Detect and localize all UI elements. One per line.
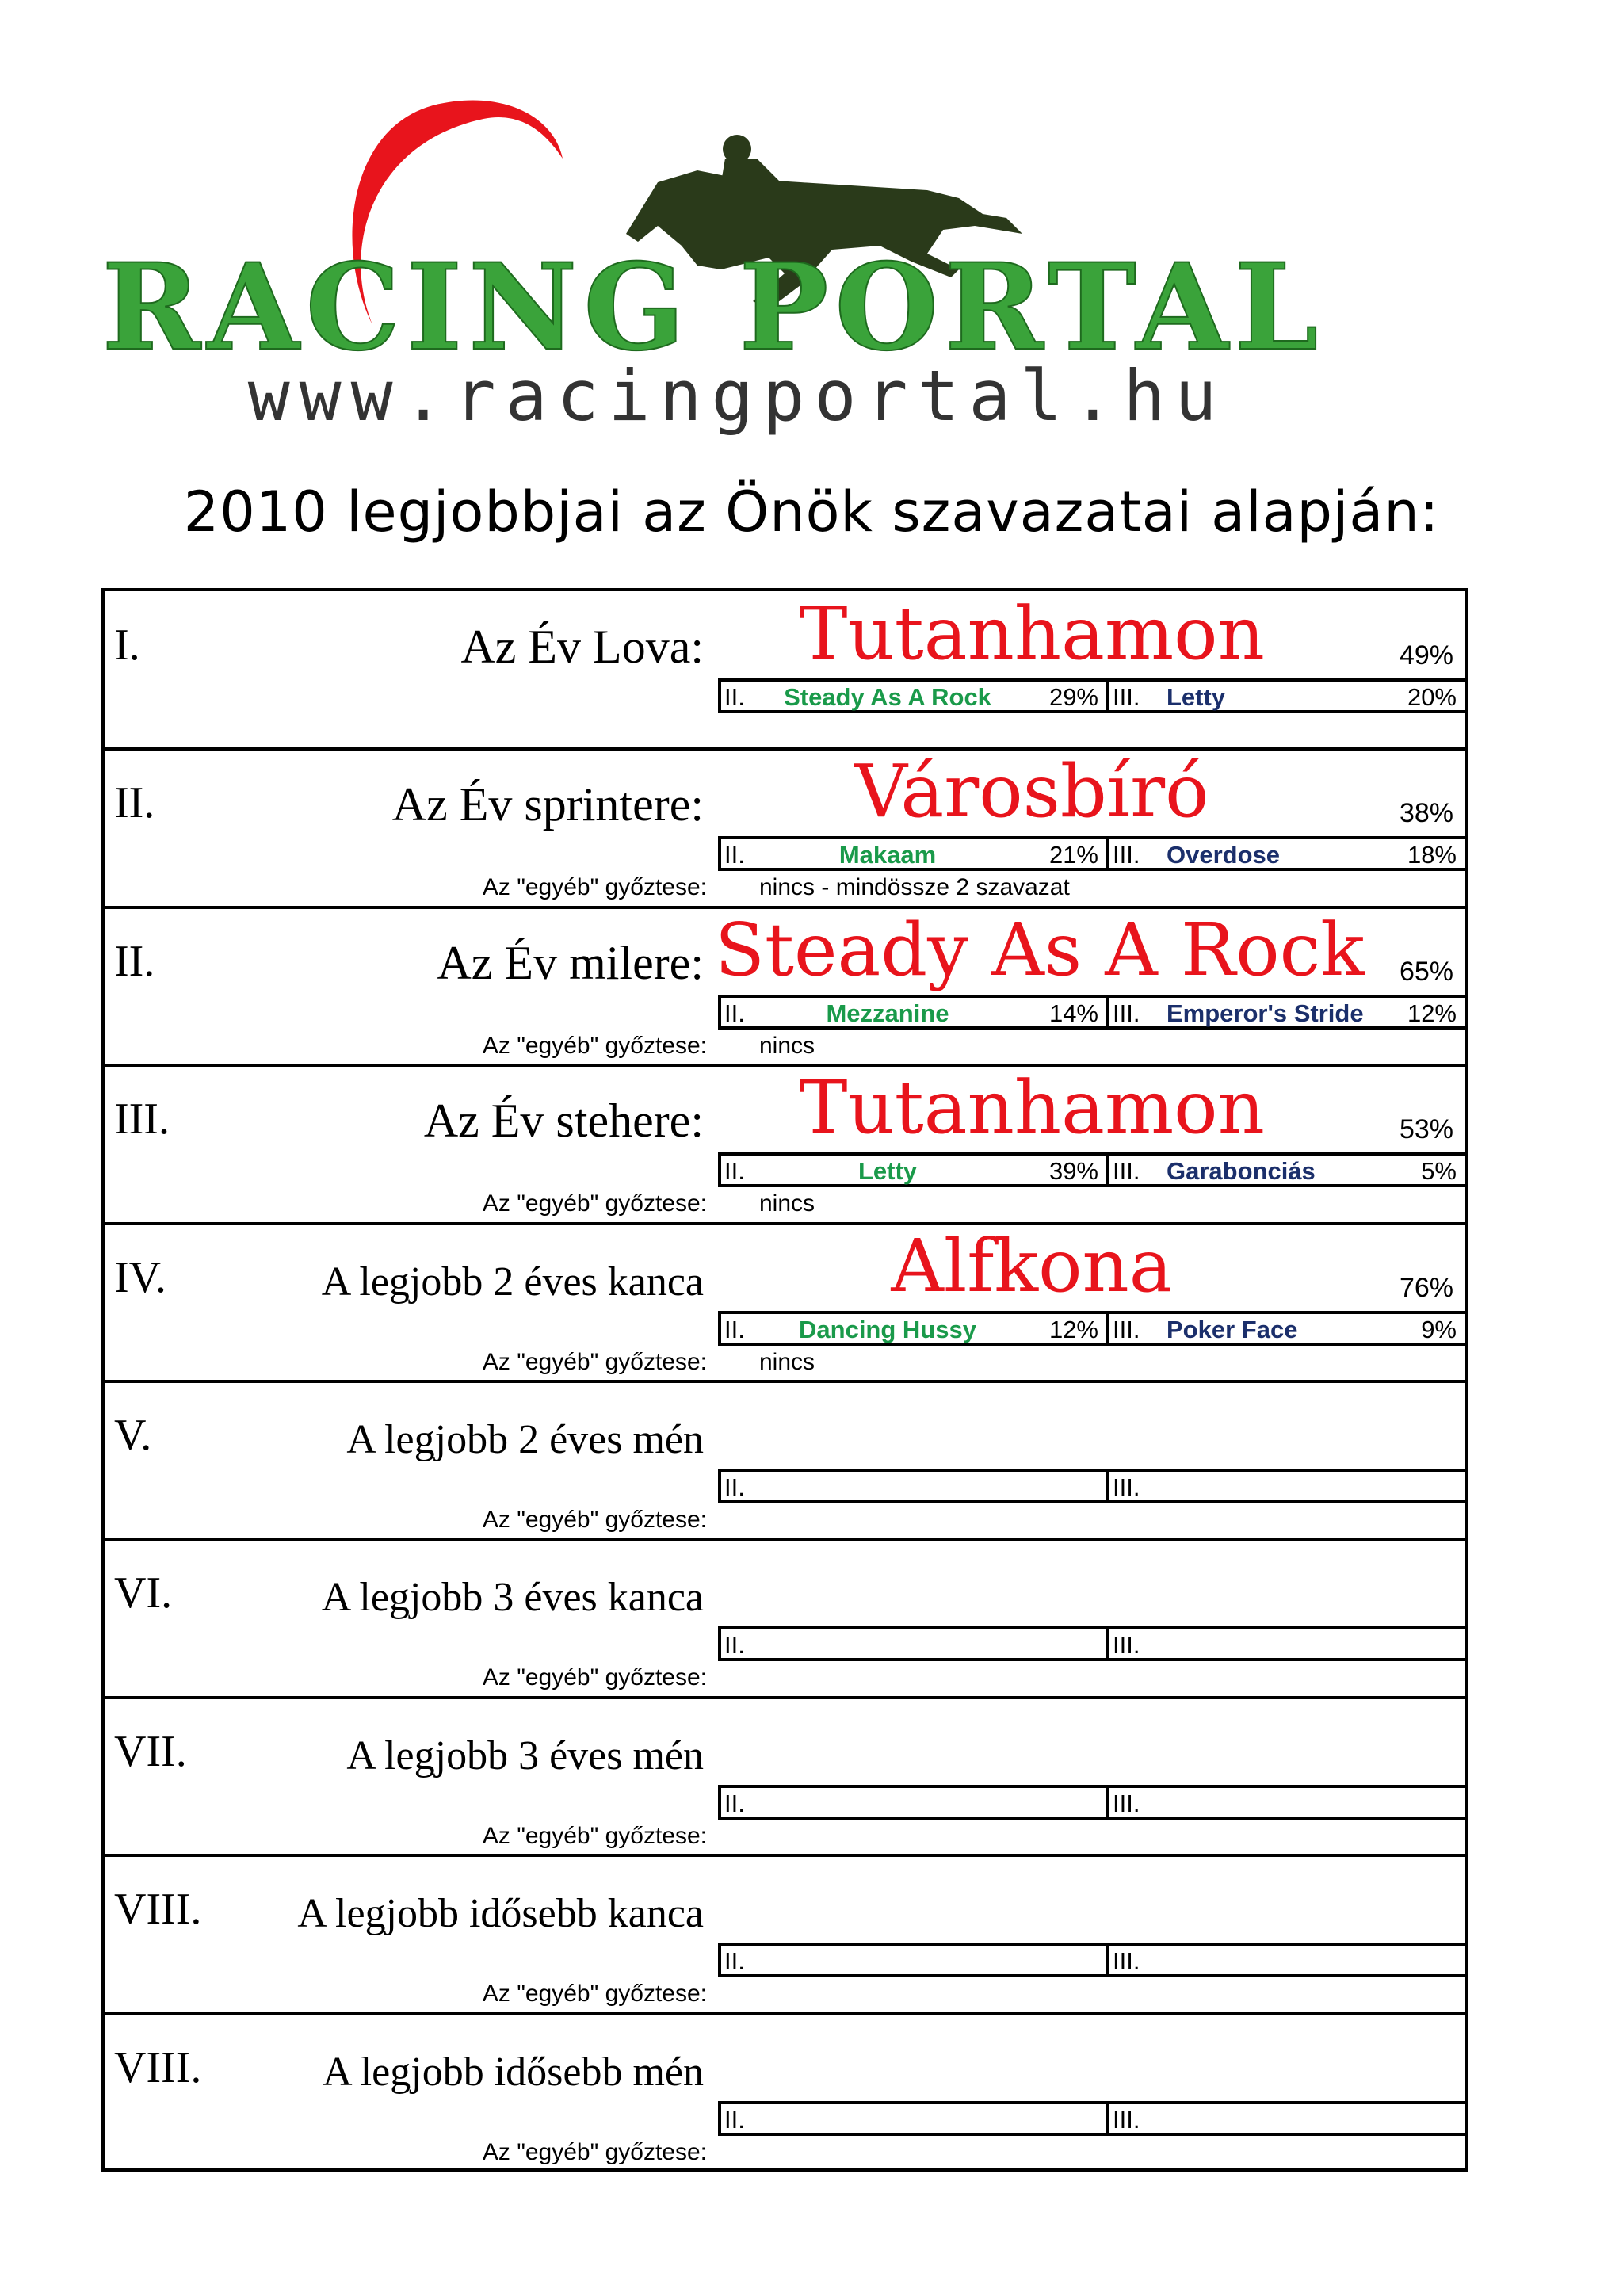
award-section — [105, 749, 1465, 907]
second-place-name: Makaam — [838, 841, 937, 869]
second-place-name: Steady As A Rock — [784, 683, 991, 711]
second-rank-label: II. — [724, 999, 745, 1027]
second-rank-label: II. — [724, 841, 745, 869]
second-rank-label: II. — [724, 1315, 745, 1343]
award-number: V. — [114, 1411, 152, 1460]
award-section — [105, 1698, 1465, 1856]
third-place-cell — [1109, 1788, 1465, 1817]
third-place-percentage: 5% — [1421, 1157, 1457, 1186]
award-category: A legjobb idősebb kanca — [297, 1891, 704, 1937]
second-place-percentage: 21% — [1048, 841, 1098, 869]
second-rank-label: II. — [724, 1947, 745, 1976]
other-winner-value: nincs — [759, 1032, 815, 1059]
award-category: A legjobb 2 éves mén — [346, 1417, 704, 1462]
award-number: VIII. — [114, 1885, 202, 1935]
second-rank-label: II. — [724, 683, 745, 711]
third-place-cell — [1109, 1472, 1465, 1500]
award-section — [105, 1224, 1465, 1382]
second-place-percentage: 14% — [1048, 999, 1098, 1027]
third-rank-label: III. — [1113, 1473, 1140, 1501]
third-rank-label: III. — [1113, 841, 1140, 869]
third-place-cell — [1109, 1156, 1465, 1184]
award-category: A legjobb idősebb mén — [323, 2049, 704, 2095]
winner-name: Városbíró — [854, 749, 1209, 835]
racing-portal-logo — [101, 87, 1325, 452]
award-section — [105, 591, 1465, 750]
section-divider — [105, 1854, 1465, 1857]
third-rank-label: III. — [1113, 1157, 1140, 1186]
award-category: Az Év Lova: — [460, 621, 704, 673]
second-place-percentage: 12% — [1048, 1315, 1098, 1343]
second-place-cell — [721, 1788, 1109, 1817]
third-place-name: Letty — [1167, 683, 1226, 711]
award-category: A legjobb 3 éves kanca — [321, 1575, 704, 1621]
other-winner-label: Az "egyéb" győztese: — [482, 874, 707, 901]
other-winner-value: nincs — [759, 1190, 815, 1217]
other-winner-value: nincs - mindössze 2 szavazat — [759, 874, 1070, 901]
third-place-cell — [1109, 1314, 1465, 1343]
section-divider — [105, 1380, 1465, 1383]
second-place-cell — [721, 1314, 1109, 1343]
logo-brand-text: RACING PORTAL — [101, 238, 1325, 377]
runner-up-row — [718, 1943, 1465, 1977]
third-place-name: Overdose — [1167, 841, 1281, 869]
runner-up-row — [718, 995, 1465, 1030]
third-rank-label: III. — [1113, 2105, 1140, 2134]
second-place-cell — [721, 1629, 1109, 1658]
runner-up-row — [718, 1626, 1465, 1661]
award-section — [105, 907, 1465, 1066]
third-place-name: Emperor's Stride — [1167, 999, 1364, 1027]
second-place-cell — [721, 839, 1109, 868]
section-divider — [105, 1696, 1465, 1699]
second-place-percentage: 39% — [1048, 1157, 1098, 1186]
other-winner-label: Az "egyéb" győztese: — [482, 1822, 707, 1849]
other-winner-label: Az "egyéb" győztese: — [482, 1348, 707, 1375]
winner-percentage: 38% — [1399, 798, 1453, 829]
third-place-cell — [1109, 1629, 1465, 1658]
winner-name: Tutanhamon — [799, 591, 1265, 676]
runner-up-row — [718, 1785, 1465, 1820]
award-number: I. — [114, 621, 140, 670]
second-rank-label: II. — [724, 1157, 745, 1186]
second-place-cell — [721, 998, 1109, 1026]
runner-up-row — [718, 2101, 1465, 2136]
winner-name: Tutanhamon — [799, 1065, 1265, 1151]
third-place-percentage: 9% — [1421, 1315, 1457, 1343]
second-place-name: Mezzanine — [826, 999, 949, 1027]
award-number: VII. — [114, 1726, 187, 1776]
second-rank-label: II. — [724, 1473, 745, 1501]
third-place-name: Garabonciás — [1167, 1157, 1316, 1186]
second-place-cell — [721, 2104, 1109, 2133]
winner-percentage: 53% — [1399, 1114, 1453, 1145]
award-category: Az Év stehere: — [423, 1095, 704, 1148]
award-category: A legjobb 2 éves kanca — [321, 1259, 704, 1305]
winner-name: Alfkona — [891, 1223, 1173, 1308]
third-place-cell — [1109, 1946, 1465, 1974]
winner-percentage: 76% — [1399, 1272, 1453, 1303]
logo-url-text: www.racingportal.hu — [247, 355, 1227, 437]
results-table — [101, 588, 1468, 2172]
other-winner-label: Az "egyéb" győztese: — [482, 2138, 707, 2165]
runner-up-row — [718, 1152, 1465, 1187]
second-rank-label: II. — [724, 1789, 745, 1817]
award-section — [105, 1381, 1465, 1540]
horse-jockey-icon — [101, 87, 1325, 452]
other-winner-label: Az "egyéb" győztese: — [482, 1032, 707, 1059]
third-place-cell — [1109, 682, 1465, 710]
other-winner-label: Az "egyéb" győztese: — [482, 1664, 707, 1691]
third-rank-label: III. — [1113, 1315, 1140, 1343]
award-number: VIII. — [114, 2042, 202, 2092]
second-rank-label: II. — [724, 1631, 745, 1660]
second-place-name: Letty — [857, 1157, 918, 1186]
third-place-name: Poker Face — [1167, 1315, 1298, 1343]
second-place-cell — [721, 1946, 1109, 1974]
other-winner-label: Az "egyéb" győztese: — [482, 1981, 707, 2008]
second-place-cell — [721, 682, 1109, 710]
third-place-cell — [1109, 998, 1465, 1026]
runner-up-row — [718, 678, 1465, 713]
winner-name: Steady As A Rock — [715, 907, 1365, 992]
second-rank-label: II. — [724, 2105, 745, 2134]
page-title: 2010 legjobbjai az Önök szavazatai alapján: — [183, 479, 1440, 544]
award-category: Az Év sprintere: — [391, 778, 704, 831]
award-section — [105, 1855, 1465, 2014]
third-place-percentage: 12% — [1407, 999, 1457, 1027]
second-place-cell — [721, 1472, 1109, 1500]
third-rank-label: III. — [1113, 999, 1140, 1027]
runner-up-row — [718, 1311, 1465, 1346]
third-rank-label: III. — [1113, 683, 1140, 711]
other-winner-label: Az "egyéb" győztese: — [482, 1190, 707, 1217]
other-winner-value: nincs — [759, 1348, 815, 1375]
award-number: VI. — [114, 1568, 173, 1618]
other-winner-label: Az "egyéb" győztese: — [482, 1507, 707, 1533]
third-place-cell — [1109, 2104, 1465, 2133]
award-category: A legjobb 3 éves mén — [346, 1733, 704, 1778]
second-place-cell — [721, 1156, 1109, 1184]
runner-up-row — [718, 1469, 1465, 1503]
section-divider — [105, 2012, 1465, 2015]
award-section — [105, 1065, 1465, 1224]
award-number: III. — [114, 1095, 170, 1144]
award-section — [105, 2014, 1465, 2172]
award-number: II. — [114, 778, 155, 828]
award-number: IV. — [114, 1252, 166, 1302]
second-place-name: Dancing Hussy — [799, 1315, 976, 1343]
third-rank-label: III. — [1113, 1947, 1140, 1976]
third-place-cell — [1109, 839, 1465, 868]
third-place-percentage: 18% — [1407, 841, 1457, 869]
runner-up-row — [718, 836, 1465, 871]
third-rank-label: III. — [1113, 1631, 1140, 1660]
winner-percentage: 65% — [1399, 956, 1453, 987]
winner-percentage: 49% — [1399, 640, 1453, 670]
award-number: II. — [114, 936, 155, 986]
award-category: Az Év milere: — [437, 936, 704, 989]
section-divider — [105, 1538, 1465, 1541]
second-place-percentage: 29% — [1048, 683, 1098, 711]
third-place-percentage: 20% — [1407, 683, 1457, 711]
third-rank-label: III. — [1113, 1789, 1140, 1817]
award-section — [105, 1539, 1465, 1698]
